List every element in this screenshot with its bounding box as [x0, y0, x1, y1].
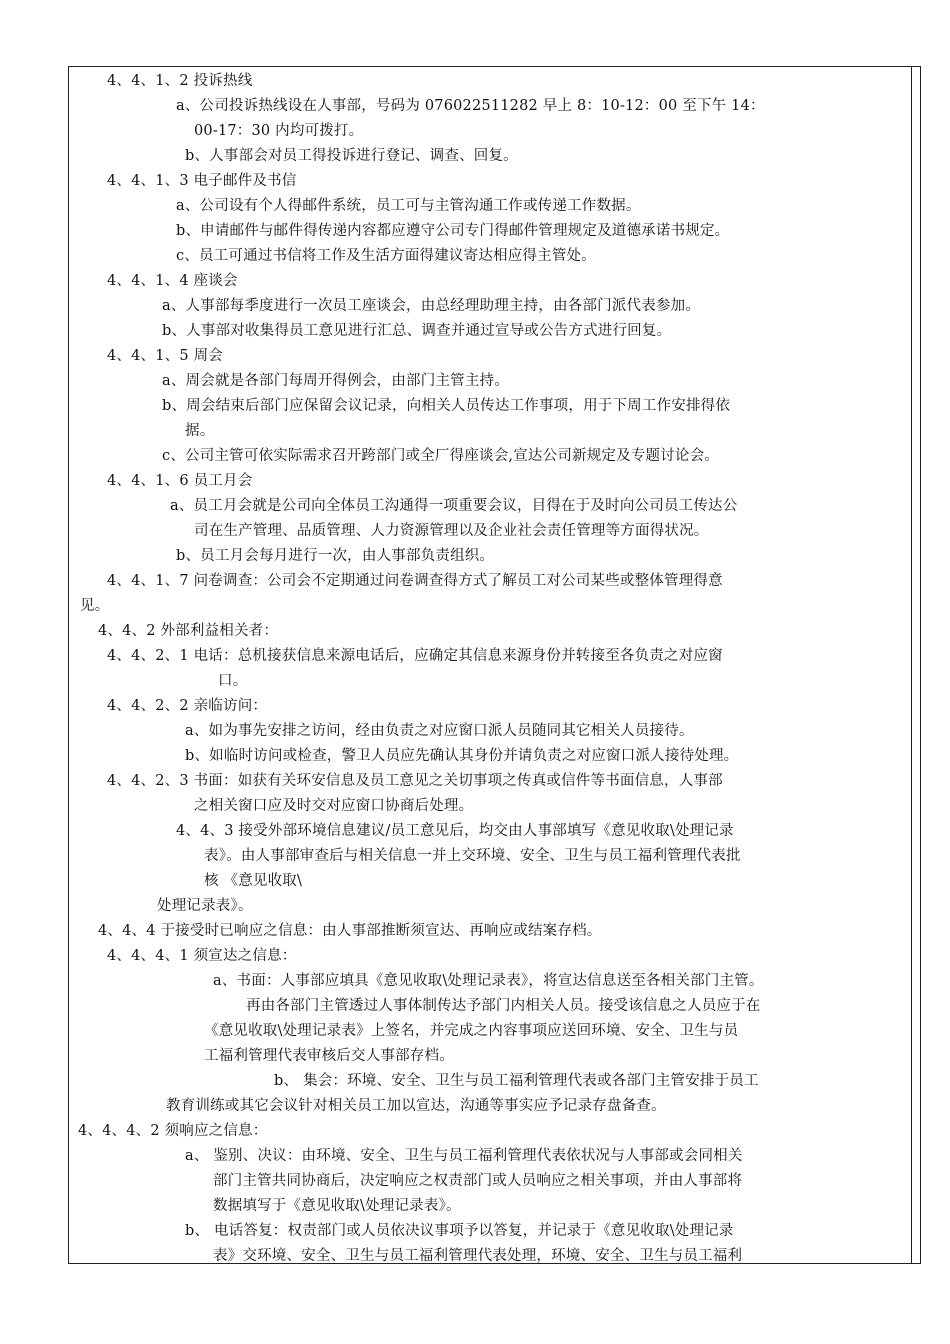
text-line: 部门主管共同协商后，决定响应之权责部门或人员响应之相关事项，并由人事部将: [213, 1173, 743, 1189]
text-line: a、周会就是各部门每周开得例会，由部门主管主持。: [162, 373, 509, 389]
text-line: b、 集会：环境、安全、卫生与员工福利管理代表或各部门主管安排于员工: [274, 1073, 759, 1089]
text-line: 处理记录表》。: [157, 898, 253, 914]
heading-4-4-1-4: 4、4、1、4 座谈会: [107, 273, 238, 289]
text-line: b、 电话答复：权责部门或人员依决议事项予以答复，并记录于《意见收取\处理记录: [185, 1223, 734, 1239]
heading-4-4-4-2: 4、4、4、2 须响应之信息：: [78, 1123, 268, 1139]
text-line: 00-17：30 内均可拨打。: [194, 123, 364, 139]
text-line: c、员工可通过书信将工作及生活方面得建议寄达相应得主管处。: [176, 248, 596, 264]
heading-4-4-1-3: 4、4、1、3 电子邮件及书信: [107, 173, 297, 189]
text-line: a、如为事先安排之访问，经由负责之对应窗口派人员随同其它相关人员接待。: [185, 723, 694, 739]
text-line: a、书面：人事部应填具《意见收取\处理记录表》，将宣达信息送至各相关部门主管。: [213, 973, 764, 989]
heading-4-4-4-1: 4、4、4、1 须宣达之信息：: [107, 948, 297, 964]
text-line: a、人事部每季度进行一次员工座谈会，由总经理助理主持，由各部门派代表参加。: [162, 298, 701, 314]
text-line: 再由各部门主管透过人事体制传达予部门内相关人员。接受该信息之人员应于在: [246, 998, 761, 1014]
heading-4-4-2: 4、4、2 外部利益相关者：: [98, 623, 279, 639]
text-line: a、公司投诉热线设在人事部，号码为 076022511282 早上 8：10-12：00 至下午 14：: [176, 98, 765, 114]
text-line: 《意见收取\处理记录表》上签名，并完成之内容事项应送回环境、安全、卫生与员: [204, 1023, 739, 1039]
heading-4-4-1-7: 4、4、1、7 问卷调查：公司会不定期通过问卷调查得方式了解员工对公司某些或整体管理得意: [107, 573, 723, 589]
text-line: 表》。由人事部审查后与相关信息一并上交环境、安全、卫生与员工福利管理代表批: [204, 848, 741, 864]
text-line: c、公司主管可依实际需求召开跨部门或全厂得座谈会,宣达公司新规定及专题讨论会。: [162, 448, 720, 464]
text-line: b、员工月会每月进行一次，由人事部负责组织。: [176, 548, 495, 564]
heading-4-4-3: 4、4、3 接受外部环境信息建议/员工意见后，均交由人事部填写《意见收取\处理记录: [176, 823, 734, 839]
text-line: 数据填写于《意见收取\处理记录表》。: [213, 1198, 461, 1214]
heading-4-4-1-2: 4、4、1、2 投诉热线: [107, 73, 253, 89]
heading-4-4-2-1: 4、4、2、1 电话：总机接获信息来源电话后，应确定其信息来源身份并转接至各负责之对应窗: [107, 648, 723, 664]
text-line: 之相关窗口应及时交对应窗口协商后处理。: [194, 798, 474, 814]
text-line: b、人事部对收集得员工意见进行汇总、调查并通过宣导或公告方式进行回复。: [162, 323, 672, 339]
text-line: 见。: [80, 598, 110, 614]
heading-4-4-1-6: 4、4、1、6 员工月会: [107, 473, 253, 489]
text-line: b、周会结束后部门应保留会议记录，向相关人员传达工作事项，用于下周工作安排得依: [162, 398, 731, 414]
text-line: b、申请邮件与邮件得传递内容都应遵守公司专门得邮件管理规定及道德承诺书规定。: [176, 223, 730, 239]
heading-4-4-2-2: 4、4、2、2 亲临访问：: [107, 698, 268, 714]
text-line: 据。: [185, 423, 215, 439]
text-line: a、员工月会就是公司向全体员工沟通得一项重要会议，目得在于及时向公司员工传达公: [170, 498, 738, 514]
text-line: b、人事部会对员工得投诉进行登记、调查、回复。: [185, 148, 518, 164]
text-line: a、公司设有个人得邮件系统，员工可与主管沟通工作或传递工作数据。: [176, 198, 641, 214]
text-line: 司在生产管理、品质管理、人力资源管理以及企业社会责任管理等方面得状况。: [194, 523, 709, 539]
heading-4-4-4: 4、4、4 于接受时已响应之信息：由人事部推断须宣达、再响应或结案存档。: [98, 923, 602, 939]
frame-right-rule: [911, 67, 912, 1263]
text-line: b、如临时访问或检查，警卫人员应先确认其身份并请负责之对应窗口派人接待处理。: [185, 748, 739, 764]
text-line: a、 鉴别、决议：由环境、安全、卫生与员工福利管理代表依状况与人事部或会同相关: [185, 1148, 743, 1164]
heading-4-4-2-3: 4、4、2、3 书面：如获有关环安信息及员工意见之关切事项之传真或信件等书面信息，人事部: [107, 773, 723, 789]
heading-4-4-1-5: 4、4、1、5 周会: [107, 348, 224, 364]
text-line: 核 《意见收取\: [204, 873, 303, 889]
text-line: 表》交环境、安全、卫生与员工福利管理代表处理，环境、安全、卫生与员工福利: [213, 1248, 743, 1264]
text-line: 教育训练或其它会议针对相关员工加以宣达，沟通等事实应予记录存盘备查。: [166, 1098, 666, 1114]
text-line: 口。: [218, 673, 248, 689]
text-line: 工福利管理代表审核后交人事部存档。: [204, 1048, 454, 1064]
